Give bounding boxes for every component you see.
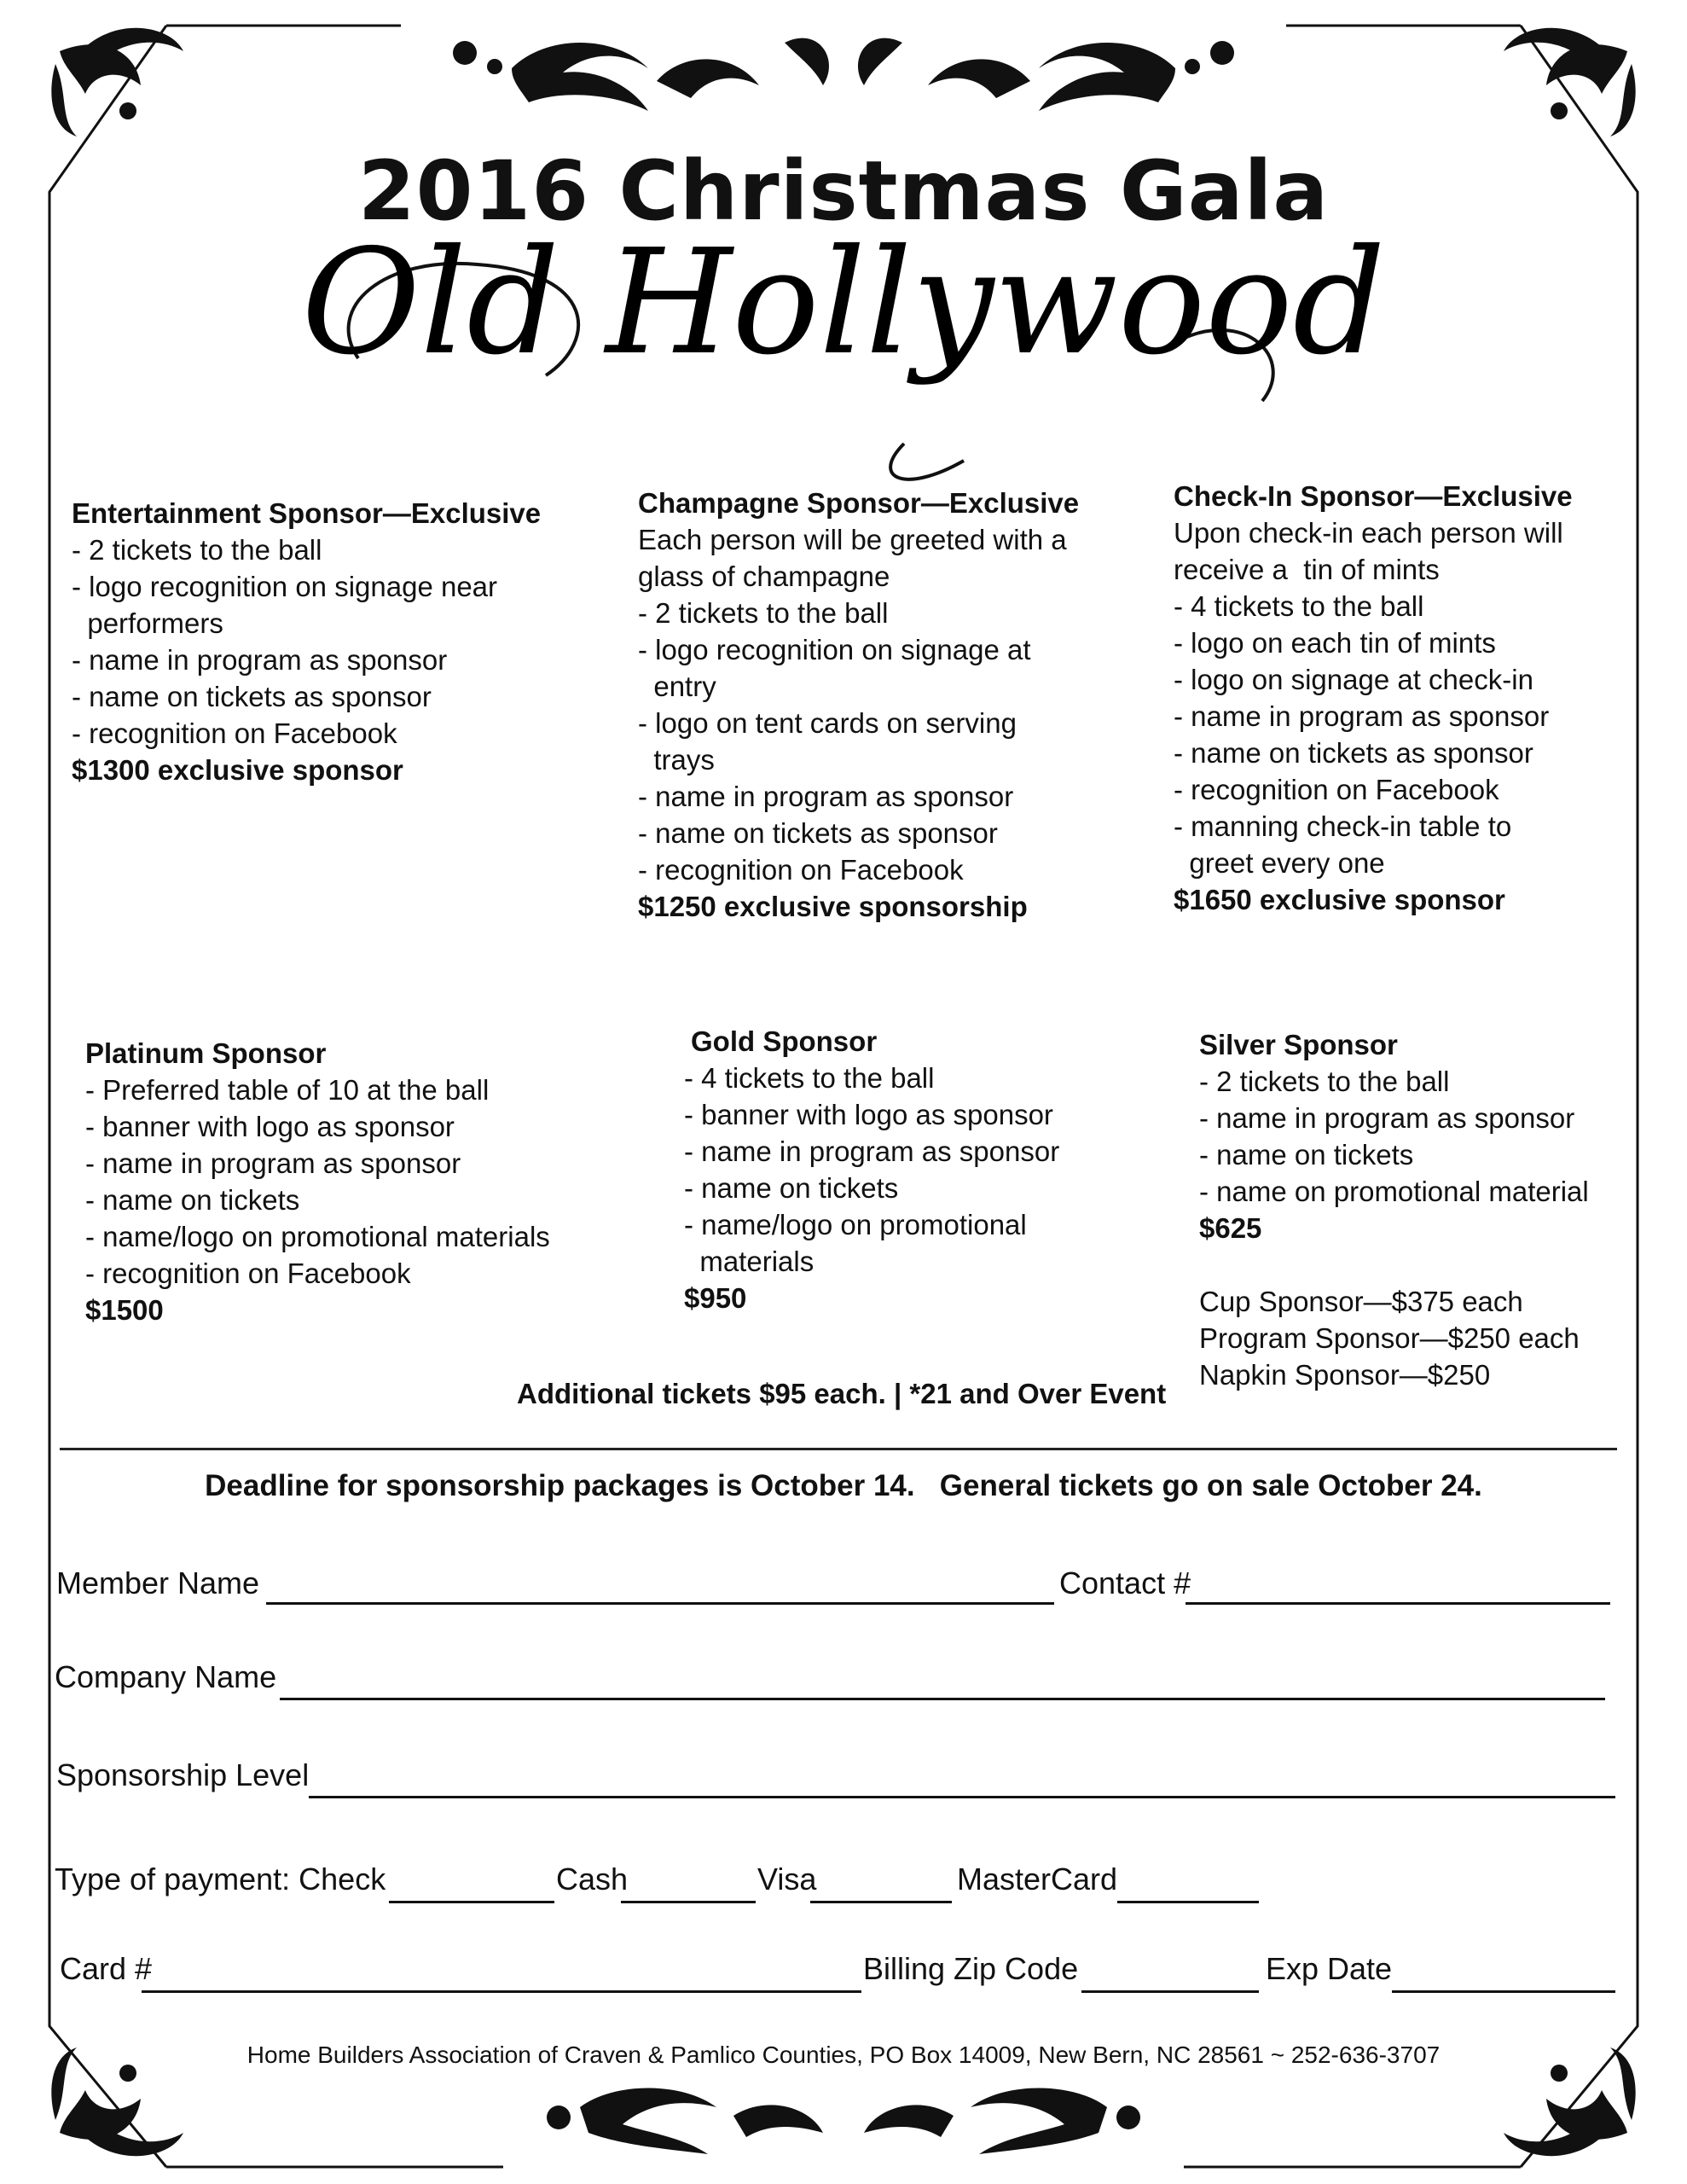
other-sponsor: Program Sponsor—$250 each (1199, 1322, 1580, 1354)
sponsor-check-in (1174, 478, 1651, 918)
sponsor-benefit: - name/logo on promotional (684, 1209, 1027, 1240)
sponsor-benefit: - name in program as sponsor (684, 1136, 1060, 1167)
sponsor-benefit: - recognition on Facebook (72, 717, 397, 749)
sponsor-benefit: - banner with logo as sponsor (85, 1111, 455, 1142)
sponsor-benefit: - name in program as sponsor (638, 781, 1014, 812)
sponsor-benefit: performers (72, 607, 223, 639)
exp-date-label: Exp Date (1266, 1951, 1393, 1986)
sponsor-benefit: - logo recognition on signage at (638, 634, 1031, 665)
top-flourish (453, 38, 1234, 111)
sponsor-champagne (638, 485, 1167, 925)
sponsor-benefit: - recognition on Facebook (85, 1258, 411, 1289)
sponsor-heading: Platinum Sponsor (85, 1037, 327, 1069)
sponsor-benefit: - name in program as sponsor (85, 1147, 461, 1179)
visa-field[interactable] (810, 1901, 952, 1903)
mastercard-field[interactable] (1117, 1901, 1259, 1903)
other-sponsor: Napkin Sponsor—$250 (1199, 1359, 1491, 1391)
sponsor-benefit: - recognition on Facebook (638, 854, 964, 886)
sponsor-price: $1250 exclusive sponsorship (638, 891, 1028, 922)
sponsor-benefit: - name on tickets as sponsor (1174, 737, 1533, 769)
exp-date-field[interactable] (1392, 1990, 1615, 1993)
card-number-field[interactable] (142, 1990, 861, 1993)
sponsor-benefit: - name in program as sponsor (1199, 1102, 1575, 1134)
sponsor-gold (684, 1023, 1162, 1316)
sponsor-heading: Entertainment Sponsor—Exclusive (72, 497, 542, 529)
sponsor-entertainment (72, 495, 600, 788)
event-title: 2016 Christmas Gala (357, 143, 1330, 239)
event-theme-script: Old Hollywood (301, 218, 1386, 387)
cash-field[interactable] (621, 1901, 756, 1903)
sponsor-price: $1300 exclusive sponsor (72, 754, 403, 786)
contact-field[interactable] (1186, 1602, 1610, 1605)
sponsor-benefit: - Preferred table of 10 at the ball (85, 1074, 490, 1106)
sponsor-price: $1500 (85, 1294, 164, 1326)
sponsorship-level-field[interactable] (309, 1796, 1615, 1798)
sponsor-benefit: materials (684, 1246, 815, 1277)
sponsor-benefit: - name in program as sponsor (72, 644, 448, 676)
sponsor-price: $1650 exclusive sponsor (1174, 884, 1505, 915)
sponsor-heading: Champagne Sponsor—Exclusive (638, 487, 1080, 519)
billing-zip-field[interactable] (1081, 1990, 1259, 1993)
other-sponsor: Cup Sponsor—$375 each (1199, 1286, 1523, 1317)
sponsor-benefit: - name on tickets (85, 1184, 300, 1216)
sponsor-benefit: receive a tin of mints (1174, 554, 1440, 585)
sponsor-benefit: - name on tickets as sponsor (72, 681, 432, 712)
member-name-label: Member Name (56, 1565, 260, 1600)
sponsor-benefit: - logo recognition on signage near (72, 571, 498, 602)
billing-zip-label: Billing Zip Code (863, 1951, 1079, 1986)
sponsor-benefit: - name in program as sponsor (1174, 700, 1550, 732)
company-name-label: Company Name (55, 1659, 277, 1694)
sponsor-benefit: - name on tickets as sponsor (638, 817, 998, 849)
sponsor-benefit: glass of champagne (638, 561, 890, 592)
member-name-field[interactable] (266, 1602, 1054, 1605)
sponsor-benefit: - logo on tent cards on serving (638, 707, 1017, 739)
cash-label: Cash (556, 1862, 629, 1896)
card-number-label: Card # (60, 1951, 153, 1986)
sponsor-heading: Check-In Sponsor—Exclusive (1174, 480, 1573, 512)
mastercard-label: MasterCard (957, 1862, 1118, 1896)
sponsor-benefit: - logo on each tin of mints (1174, 627, 1496, 659)
sponsor-heading: Gold Sponsor (691, 1025, 878, 1057)
sponsorship-level-label: Sponsorship Level (56, 1757, 310, 1792)
section-divider (60, 1448, 1617, 1450)
sponsor-benefit: - name on tickets (1199, 1139, 1414, 1170)
payment-type-label: Type of payment: Check (55, 1862, 386, 1896)
sponsor-benefit: greet every one (1174, 847, 1385, 879)
sponsor-benefit: - 4 tickets to the ball (684, 1062, 935, 1094)
sponsor-benefit: - 2 tickets to the ball (638, 597, 889, 629)
sponsor-benefit: - logo on signage at check-in (1174, 664, 1533, 695)
corner-ornament-top-right (1504, 28, 1636, 136)
corner-ornament-top-left (51, 28, 183, 136)
sponsor-silver (1199, 1026, 1643, 1393)
sponsor-price: $950 (684, 1282, 747, 1314)
sponsor-benefit: - 4 tickets to the ball (1174, 590, 1424, 622)
check-field[interactable] (389, 1901, 554, 1903)
visa-label: Visa (757, 1862, 817, 1896)
sponsor-benefit: - banner with logo as sponsor (684, 1099, 1053, 1130)
bottom-flourish (547, 2088, 1140, 2155)
sponsor-benefit: - manning check-in table to (1174, 810, 1512, 842)
sponsor-benefit: Upon check-in each person will (1174, 517, 1563, 549)
sponsor-benefit: - recognition on Facebook (1174, 774, 1499, 805)
sponsor-benefit: trays (638, 744, 715, 775)
sponsor-benefit: Each person will be greeted with a (638, 524, 1067, 555)
additional-tickets-note: Additional tickets $95 each. | *21 and Over Event (517, 1378, 1167, 1409)
sponsor-price: $625 (1199, 1212, 1262, 1244)
sponsor-benefit: - 2 tickets to the ball (72, 534, 322, 566)
company-name-field[interactable] (280, 1698, 1605, 1700)
sponsor-benefit: - 2 tickets to the ball (1199, 1066, 1450, 1097)
sponsor-benefit: entry (638, 671, 716, 702)
sponsor-heading: Silver Sponsor (1199, 1029, 1398, 1060)
sponsor-benefit: - name/logo on promotional materials (85, 1221, 550, 1252)
footer-address: Home Builders Association of Craven & Pamlico Counties, PO Box 14009, New Bern, NC 28561 ~ 252-636-3707 (246, 2042, 1441, 2068)
sponsor-benefit: - name on promotional material (1199, 1176, 1589, 1207)
sponsor-platinum (85, 1035, 631, 1328)
contact-label: Contact # (1059, 1565, 1191, 1600)
sponsor-benefit: - name on tickets (684, 1172, 899, 1204)
deadline-notice: Deadline for sponsorship packages is October 14. General tickets go on sale October 24. (205, 1469, 1482, 1502)
